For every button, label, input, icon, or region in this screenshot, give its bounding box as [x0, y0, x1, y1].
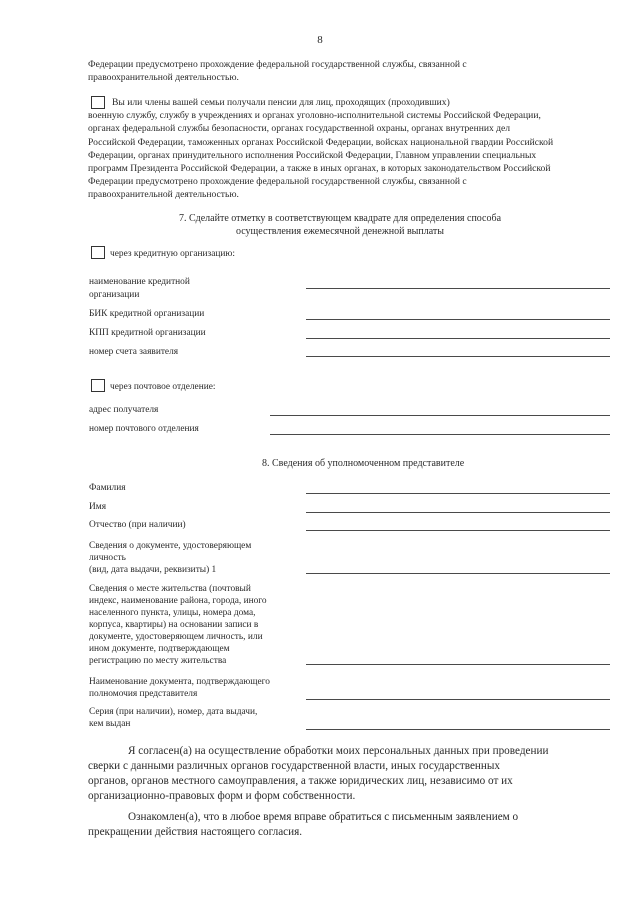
pension-line: органах федеральной службы безопасности, органах государственной охраны, органах внутренних дел — [88, 123, 511, 135]
post-option-label: через почтовое отделение: — [110, 382, 216, 392]
residence-label-line: регистрацию по месту жительства — [89, 656, 227, 666]
document-details-label — [89, 706, 257, 730]
residence-label — [89, 583, 267, 667]
residence-label-line: Сведения о месте жительства (почтовый — [89, 584, 251, 594]
id-document-field[interactable] — [306, 573, 610, 574]
recipient-address-field[interactable] — [270, 415, 610, 416]
pension-line: Вы или члены вашей семьи получали пенсии для лиц, проходящих (проходивших) — [112, 97, 450, 108]
residence-field[interactable] — [306, 664, 610, 665]
acknowledge-paragraph — [88, 810, 612, 840]
post-office-number-field[interactable] — [270, 434, 610, 435]
post-checkbox[interactable] — [91, 379, 105, 392]
authority-document-label — [89, 676, 270, 700]
document-details-label-line: Серия (при наличии), номер, дата выдачи, — [89, 707, 258, 717]
authority-document-label-line: Наименование документа, подтверждающего — [89, 677, 270, 687]
bank-name-label-cont: организации — [89, 290, 140, 300]
pension-line: Федерации предусмотрено прохождение федеральной государственной службы, связанной с — [88, 176, 467, 188]
patronymic-label: Отчество (при наличии) — [89, 520, 186, 530]
acknowledge-line: прекращении действия настоящего согласия. — [88, 826, 303, 838]
intro-line: правоохранительной деятельностью. — [88, 72, 239, 84]
post-office-number-label: номер почтового отделения — [89, 424, 199, 434]
authority-document-field[interactable] — [306, 699, 610, 700]
surname-label: Фамилия — [89, 483, 126, 493]
account-number-field[interactable] — [306, 356, 610, 357]
recipient-address-label: адрес получателя — [89, 405, 159, 415]
residence-label-line: населенного пункта, улицы, номера дома, — [89, 608, 256, 618]
residence-label-line: ином документе, подтверждающем — [89, 644, 230, 654]
bank-checkbox[interactable] — [91, 246, 105, 259]
document-details-label-line: кем выдан — [89, 719, 131, 729]
residence-label-line: индекс, наименование района, города, иного — [89, 596, 267, 606]
id-document-label-line: личность — [89, 553, 126, 563]
section7-title-line: 7. Сделайте отметку в соответствующем квадрате для определения способа — [178, 213, 502, 224]
kpp-label: КПП кредитной организации — [89, 328, 206, 338]
intro-line: Федерации предусмотрено прохождение федеральной государственной службы, связанной с — [88, 59, 467, 70]
consent-line: органов, органов местного самоуправления, а также юридических лиц, независимо от их — [88, 775, 513, 787]
page-number: 8 — [317, 34, 323, 46]
account-number-label: номер счета заявителя — [89, 347, 179, 357]
first-name-field[interactable] — [306, 512, 610, 513]
patronymic-field[interactable] — [306, 530, 610, 531]
section7-title-line: осуществления ежемесячной денежной выплаты — [236, 226, 444, 237]
section7-title — [100, 212, 580, 238]
consent-line: Я согласен(а) на осуществление обработки моих персональных данных при проведении — [128, 745, 549, 757]
pension-line: программ Президента Российской Федерации, а также в иных органах, в которых законодательством Российской — [88, 163, 551, 175]
residence-label-line: документе, удостоверяющем личность, или — [89, 632, 263, 642]
pension-line: Федерации, органах принудительного исполнения Российской Федерации, Главном управлении специальных — [88, 149, 537, 161]
authority-document-label-line: полномочия представителя — [89, 689, 198, 699]
residence-label-line: корпуса, квартиры) на основании записи в — [89, 620, 259, 630]
consent-line: организационно-правовых форм и форм собственности. — [88, 790, 356, 802]
id-document-label — [89, 540, 251, 576]
bank-name-field[interactable] — [306, 288, 610, 289]
first-name-label: Имя — [89, 502, 107, 512]
bik-label: БИК кредитной организации — [89, 309, 205, 319]
bank-option-label: через кредитную организацию: — [110, 249, 236, 259]
id-document-label-line: (вид, дата выдачи, реквизиты) 1 — [89, 565, 217, 575]
consent-paragraph — [88, 744, 612, 804]
bik-field[interactable] — [306, 319, 610, 320]
document-details-field[interactable] — [306, 729, 610, 730]
pension-line: Российской Федерации, таможенных органах Российской Федерации, войсках национальной гвардии Российской — [88, 136, 554, 148]
pension-line: правоохранительной деятельностью. — [88, 189, 239, 201]
surname-field[interactable] — [306, 493, 610, 494]
pension-line: военную службу, службу в учреждениях и органах уголовно-исполнительной системы Российской Федерации, — [88, 110, 541, 122]
acknowledge-line: Ознакомлен(а), что в любое время вправе обратиться с письменным заявлением о — [128, 811, 519, 823]
id-document-label-line: Сведения о документе, удостоверяющем — [89, 541, 252, 551]
kpp-field[interactable] — [306, 338, 610, 339]
section8-title: 8. Сведения об уполномоченном представителе — [262, 458, 465, 469]
bank-name-label: наименование кредитной — [89, 277, 190, 287]
intro-paragraph — [88, 58, 612, 84]
pension-paragraph — [88, 96, 612, 202]
consent-line: сверки с данными различных органов государственной власти, иных государственных — [88, 760, 500, 772]
